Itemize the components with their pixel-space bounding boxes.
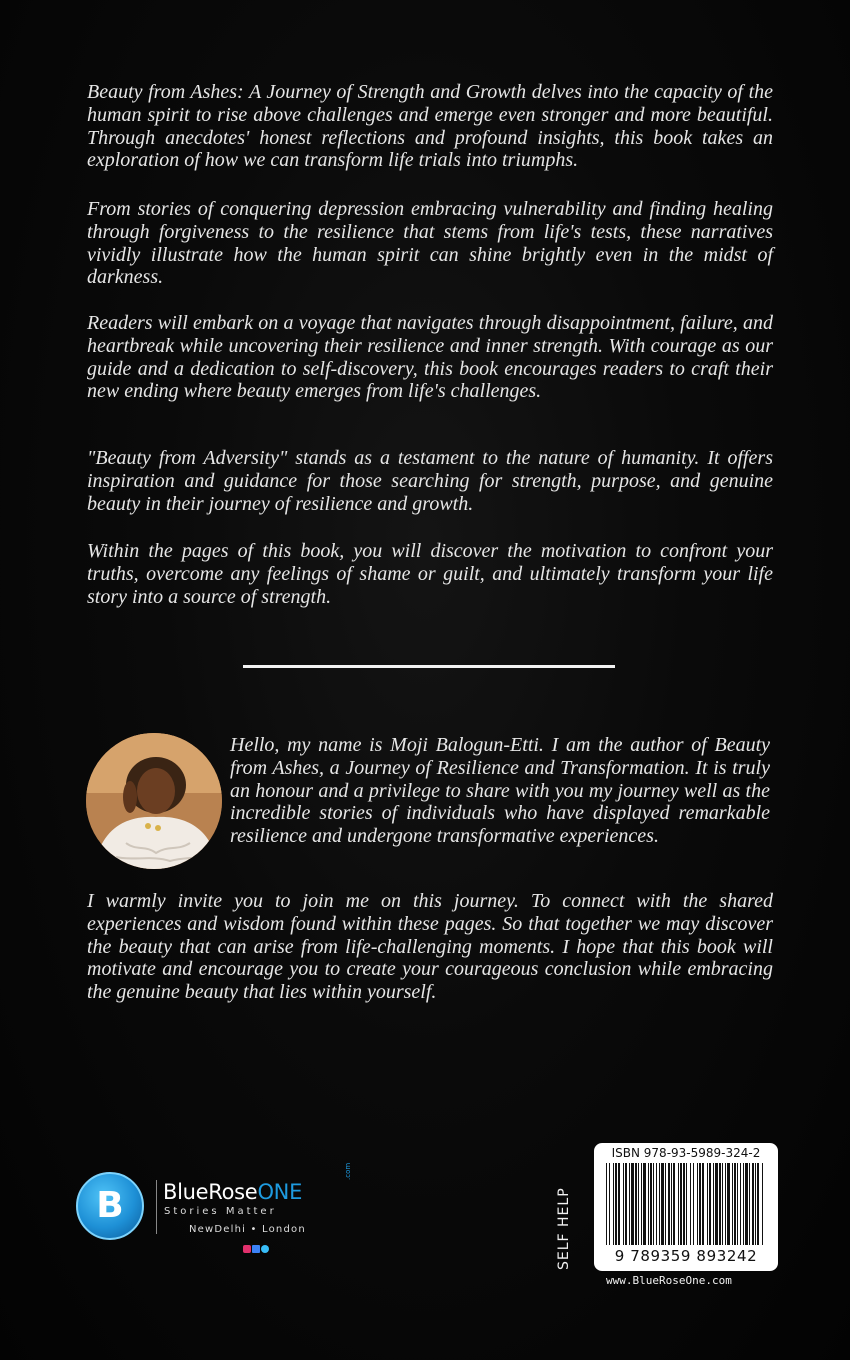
barcode-bars xyxy=(604,1163,768,1247)
facebook-icon xyxy=(252,1245,260,1253)
publisher-brand xyxy=(76,1162,376,1282)
publisher-name-main: BlueRose xyxy=(163,1180,258,1204)
social-icons xyxy=(243,1245,270,1256)
blurb-paragraph-4: "Beauty from Adversity" stands as a testament to the nature of humanity. It offers inspiration and guidance for those searching for strength, purpose, and genuine beauty in their journey of resilience and growth. xyxy=(87,447,773,515)
author-photo xyxy=(86,733,222,869)
publisher-tagline: Stories Matter xyxy=(164,1206,277,1217)
barcode-digits: 9 789359 893242 xyxy=(614,1247,758,1265)
publisher-name xyxy=(163,1180,302,1204)
publisher-domain-suffix: .com xyxy=(344,1162,352,1180)
author-invitation: I warmly invite you to join me on this journey. To connect with the shared experiences and wisdom found within these pages. So that together we may discover the beauty that can arise from life-challenging moments. I hope that this book will motivate and encourage you to create your courageous conclusion while embracing the genuine beauty that lies within yourself. xyxy=(87,890,773,1004)
publisher-name-accent: ONE xyxy=(257,1180,303,1204)
isbn-barcode xyxy=(594,1143,778,1271)
blurb-paragraph-5: Within the pages of this book, you will discover the motivation to confront your truths, overcome any feelings of shame or guilt, and ultimately transform your life story into a source of strength. xyxy=(87,540,773,608)
publisher-divider xyxy=(156,1180,157,1234)
author-intro: Hello, my name is Moji Balogun-Etti. I am the author of Beauty from Ashes, a Journey of Resilience and Transformation. It is truly an honour and a privilege to share with you my journey well as the incredible stories of individuals who have displayed remarkable resilience and undergone transformative experiences. xyxy=(230,734,770,848)
instagram-icon xyxy=(243,1245,251,1253)
blurb-paragraph-2: From stories of conquering depression embracing vulnerability and finding healing through forgiveness to the resilience that stems from life's tests, these narratives vividly illustrate how the human spirit can shine brightly even in the midst of darkness. xyxy=(87,198,773,289)
genre-label: SELF HELP xyxy=(556,1187,572,1270)
publisher-logo-letter: B xyxy=(96,1185,124,1226)
twitter-icon xyxy=(261,1245,269,1253)
blurb-paragraph-1: Beauty from Ashes: A Journey of Strength and Growth delves into the capacity of the human spirit to rise above challenges and emerge even stronger and more beautiful. Through anecdotes' honest reflections and profound insights, this book takes an exploration of how we can transform life trials into triumphs. xyxy=(87,81,773,172)
section-divider xyxy=(243,665,615,668)
publisher-website: www.BlueRoseOne.com xyxy=(606,1274,732,1287)
isbn-label: ISBN 978-93-5989-324-2 xyxy=(611,1146,761,1160)
publisher-cities: NewDelhi • London xyxy=(189,1224,306,1235)
blurb-paragraph-3: Readers will embark on a voyage that navigates through disappointment, failure, and heartbreak while uncovering their resilience and inner strength. With courage as our guide and a dedication to self-discovery, this book encourages readers to craft their new ending where beauty emerges from life's challenges. xyxy=(87,312,773,403)
